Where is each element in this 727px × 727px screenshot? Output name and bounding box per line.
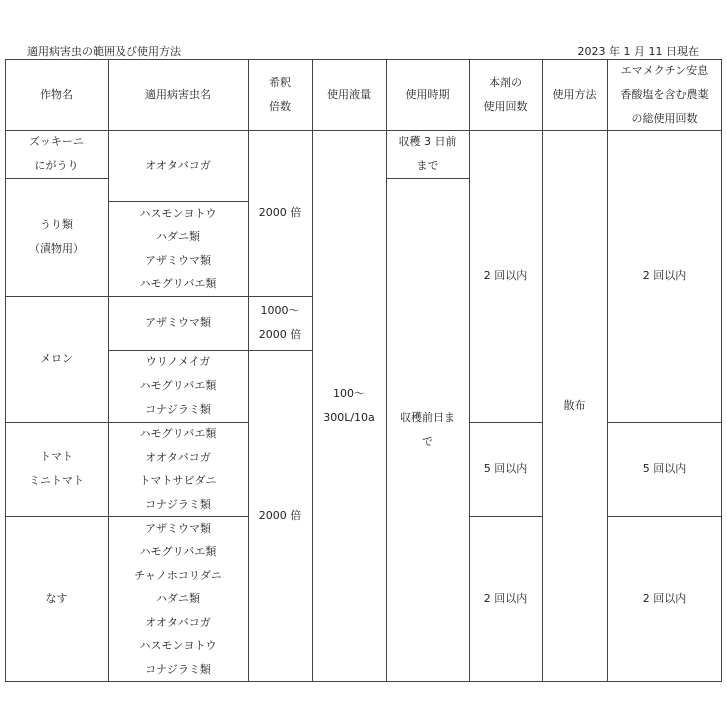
dilution-cell: 2000 倍 (258, 509, 302, 522)
header-total: エマメクチン安息 香酸塩を含む農薬 の総使用回数 (620, 63, 709, 125)
header-pest: 適用病害虫名 (145, 87, 211, 101)
volume-cell: 100～ 300L/10a (323, 387, 375, 424)
total-cell: 2 回以内 (642, 269, 687, 282)
pest-cell: ハスモンヨトウ ハダニ類 アザミウマ類 ハモグリバエ類 (139, 206, 217, 290)
pest-cell: ハモグリバエ類 オオタバコガ トマトサビダニ コナジラミ類 (139, 427, 217, 511)
header-dilution: 希釈 倍数 (269, 75, 291, 113)
crop-nasu: なす (45, 592, 68, 605)
total-cell: 5 回以内 (642, 462, 687, 475)
header-volume: 使用液量 (327, 87, 371, 101)
header-timing: 使用時期 (405, 87, 450, 101)
crop-zucchini: ズッキーニ にがうり (29, 135, 84, 172)
table-title: 適用病害虫の範囲及び使用方法 (27, 45, 181, 58)
method-cell: 散布 (563, 399, 586, 412)
crop-melon: メロン (40, 352, 73, 365)
dilution-cell: 1000～ 2000 倍 (258, 304, 302, 341)
count-cell: 5 回以内 (483, 462, 528, 475)
timing-cell: 収穫 3 日前 まで (398, 135, 457, 172)
as-of-date: 2023 年 1 月 11 日現在 (577, 45, 699, 58)
header-crop: 作物名 (40, 87, 73, 101)
count-cell: 2 回以内 (483, 269, 528, 282)
pest-cell: ウリノメイガ ハモグリバエ類 コナジラミ類 (139, 355, 217, 416)
dilution-cell: 2000 倍 (258, 206, 302, 219)
pest-cell: アザミウマ類 (145, 316, 211, 329)
crop-urirui: うり類 （漬物用） (29, 218, 84, 255)
pest-cell: アザミウマ類 ハモグリバエ類 チャノホコリダニ ハダニ類 オオタバコガ ハスモンヨトウ コナジラミ類 (134, 521, 222, 676)
header-method: 使用方法 (552, 87, 597, 101)
crop-tomato: トマト ミニトマト (29, 450, 84, 487)
count-cell: 2 回以内 (483, 592, 528, 605)
total-cell: 2 回以内 (642, 592, 687, 605)
pest-cell: オオタバコガ (145, 158, 211, 172)
header-count: 本剤の 使用回数 (483, 75, 528, 113)
timing-cell: 収穫前日ま で (400, 411, 455, 448)
